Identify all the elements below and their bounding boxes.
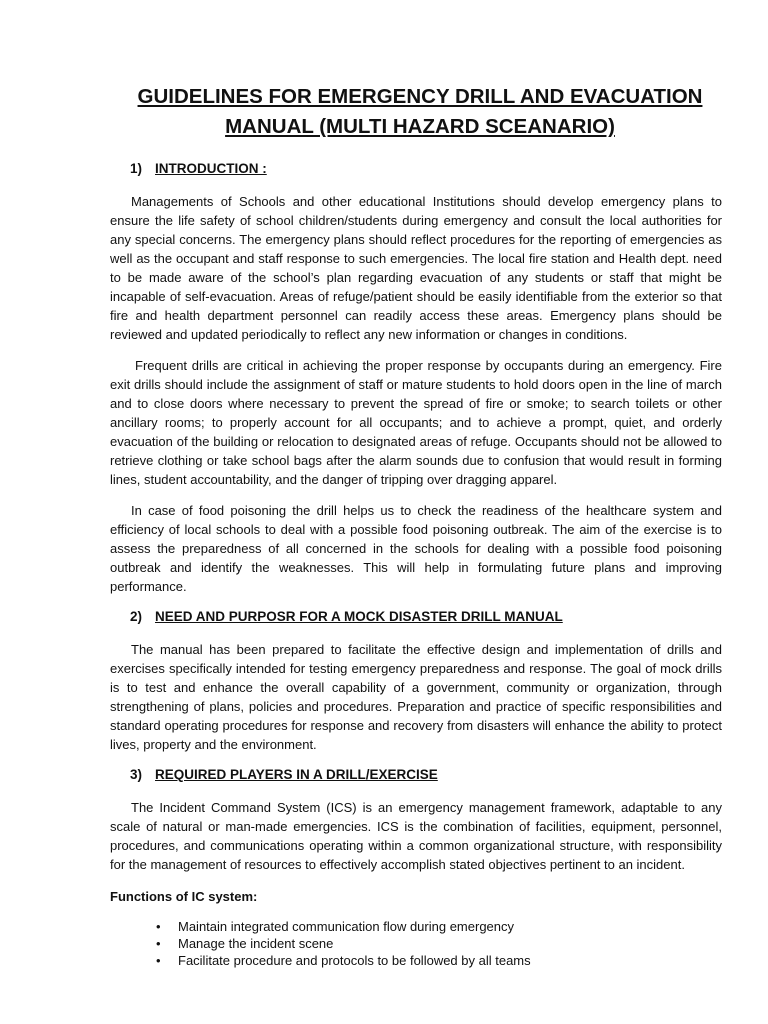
section-number: 1): [130, 161, 143, 176]
section-heading-introduction: [130, 160, 722, 178]
functions-sub-heading: Functions of IC system:: [110, 889, 258, 904]
list-item-text: Facilitate procedure and protocols to be followed by all teams: [178, 953, 531, 968]
intro-paragraph-1: Managements of Schools and other educational Institutions should develop emergency plans to ensure the life safety of school children/students during emergency and consult the local authorities for any special concerns. The emergency plans should reflect procedures for the reporting of emergencies as well as the occupant and staff response to such emergencies. The local fire station and Health dept. need to be made aware of the school’s plan regarding evacuation of any students or staff that might be incapable of self-evacuation. Areas of refuge/patient should be easily identifiable from the exterior so that fire and health department personnel can readily access these areas. Emergency plans should be reviewed and updated periodically to reflect any new information or changes in conditions.: [110, 194, 722, 342]
title-line-1: GUIDELINES FOR EMERGENCY DRILL AND EVACUATION: [137, 85, 703, 108]
bullet-icon: •: [156, 936, 161, 951]
section-heading-text: REQUIRED PLAYERS IN A DRILL/EXERCISE: [155, 767, 438, 782]
list-item: [156, 918, 722, 935]
intro-paragraph-2: Frequent drills are critical in achieving the proper response by occupants during an emergency. Fire exit drills should include the assignment of staff or mature students to hold doors open in the line of march and to close doors where necessary to prevent the spread of fire or smoke; to search toilets or other ancillary rooms; to properly account for all occupants; and to achieve a prompt, quiet, and orderly evacuation of the building or relocation to designated areas of refuge. Occupants should not be allowed to retrieve clothing or take school bags after the alarm sounds due to confusion that would result in forming lines, student accountability, and the danger of tripping over dragging apparel.: [110, 358, 722, 487]
functions-list: [110, 918, 722, 969]
section-number: 3): [130, 767, 143, 782]
bullet-icon: •: [156, 953, 161, 968]
title-line-2: MANUAL (MULTI HAZARD SCEANARIO): [225, 115, 615, 138]
document-title: [110, 82, 722, 142]
players-paragraph-1: The Incident Command System (ICS) is an emergency management framework, adaptable to any scale of natural or man-made emergencies. ICS is the combination of facilities, equipment, personnel, procedures, and communications operating within a common organizational structure, with responsibility for the management of resources to effectively accomplish stated objectives pertinent to an incident.: [110, 800, 722, 872]
list-item: [156, 935, 722, 952]
section-heading-text: NEED AND PURPOSR FOR A MOCK DISASTER DRILL MANUAL: [155, 609, 563, 624]
section-number: 2): [130, 609, 143, 624]
intro-paragraph-3: In case of food poisoning the drill helps us to check the readiness of the healthcare system and efficiency of local schools to deal with a possible food poisoning outbreak. The aim of the exercise is to assess the preparedness of all concerned in the schools for dealing with a possible food poisoning outbreak and identify the weaknesses. This will help in formulating future plans and improving performance.: [110, 503, 722, 594]
list-item-text: Manage the incident scene: [178, 936, 334, 951]
purpose-paragraph-1: The manual has been prepared to facilitate the effective design and implementation of drills and exercises specifically intended for testing emergency preparedness and response. The goal of mock drills is to test and enhance the overall capability of a government, community or organization, through strengthening of plans, policies and procedures. Preparation and practice of specific responsibilities and standard operating procedures for response and recovery from disasters will enhance the ability to protect lives, property and the environment.: [110, 642, 722, 752]
list-item: [156, 952, 722, 969]
list-item-text: Maintain integrated communication flow during emergency: [178, 919, 515, 934]
section-heading-need-and-purpose: [130, 608, 722, 626]
section-heading-text: INTRODUCTION :: [155, 161, 267, 176]
bullet-icon: •: [156, 919, 161, 934]
section-heading-required-players: [130, 766, 722, 784]
